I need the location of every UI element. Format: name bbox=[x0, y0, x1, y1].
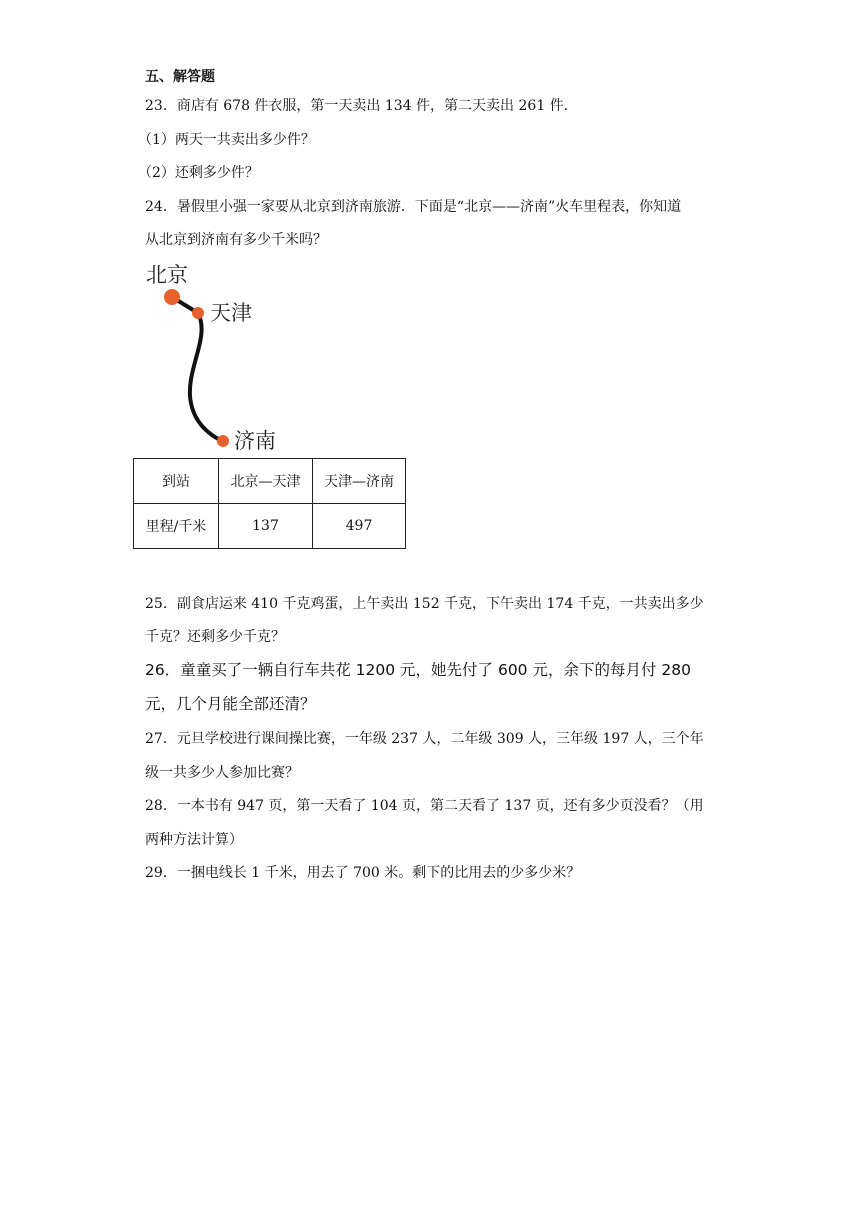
section-title: 五、解答题 bbox=[145, 69, 215, 85]
question-23: 23．商店有 678 件衣服，第一天卖出 134 件，第二天卖出 261 件． bbox=[145, 98, 578, 114]
station-tianjin-dot bbox=[192, 307, 204, 319]
station-beijing-label: 北京 bbox=[146, 263, 188, 287]
question-23-part-1: （1）两天一共卖出多少件？ bbox=[138, 132, 315, 148]
table-row bbox=[134, 459, 406, 504]
table-header-beijing-tianjin: 北京—天津 bbox=[219, 459, 313, 504]
question-24-line-1: 24．暑假里小强一家要从北京到济南旅游．下面是“北京——济南”火车里程表，你知道 bbox=[145, 199, 682, 215]
station-jinan-dot bbox=[217, 435, 229, 447]
question-27-line-2: 级一共多少人参加比赛？ bbox=[145, 765, 299, 781]
table-value-tianjin-jinan: 497 bbox=[313, 504, 406, 549]
table-value-beijing-tianjin: 137 bbox=[219, 504, 313, 549]
question-24-line-2: 从北京到济南有多少千米吗？ bbox=[145, 232, 327, 248]
question-25-line-2: 千克？还剩多少千克？ bbox=[145, 629, 285, 645]
question-28-line-2: 两种方法计算） bbox=[145, 832, 243, 848]
question-29: 29．一捆电线长 1 千米，用去了 700 米。剩下的比用去的少多少米？ bbox=[145, 865, 581, 881]
question-25-line-1: 25．副食店运来 410 千克鸡蛋，上午卖出 152 千克，下午卖出 174 千克，一共卖出多少 bbox=[145, 596, 704, 612]
question-23-part-2: （2）还剩多少件？ bbox=[138, 165, 259, 181]
table-row bbox=[134, 504, 406, 549]
table-header-tianjin-jinan: 天津—济南 bbox=[313, 459, 406, 504]
question-26-line-2: 元，几个月能全部还清？ bbox=[145, 695, 316, 713]
question-28-line-1: 28．一本书有 947 页，第一天看了 104 页，第二天看了 137 页，还有多少页没看？（用 bbox=[145, 798, 704, 814]
station-jinan-label: 济南 bbox=[234, 429, 276, 453]
station-tianjin-label: 天津 bbox=[210, 301, 252, 325]
question-27-line-1: 27．元旦学校进行课间操比赛，一年级 237 人，二年级 309 人，三年级 197 人，三个年 bbox=[145, 731, 704, 747]
table-header-label: 到站 bbox=[134, 459, 219, 504]
station-beijing-dot bbox=[164, 289, 180, 305]
table-row-label: 里程/千米 bbox=[134, 504, 219, 549]
mileage-table bbox=[133, 458, 406, 549]
question-26-line-1: 26．童童买了一辆自行车共花 1200 元，她先付了 600 元，余下的每月付 280 bbox=[145, 661, 691, 679]
route-map bbox=[130, 256, 290, 456]
